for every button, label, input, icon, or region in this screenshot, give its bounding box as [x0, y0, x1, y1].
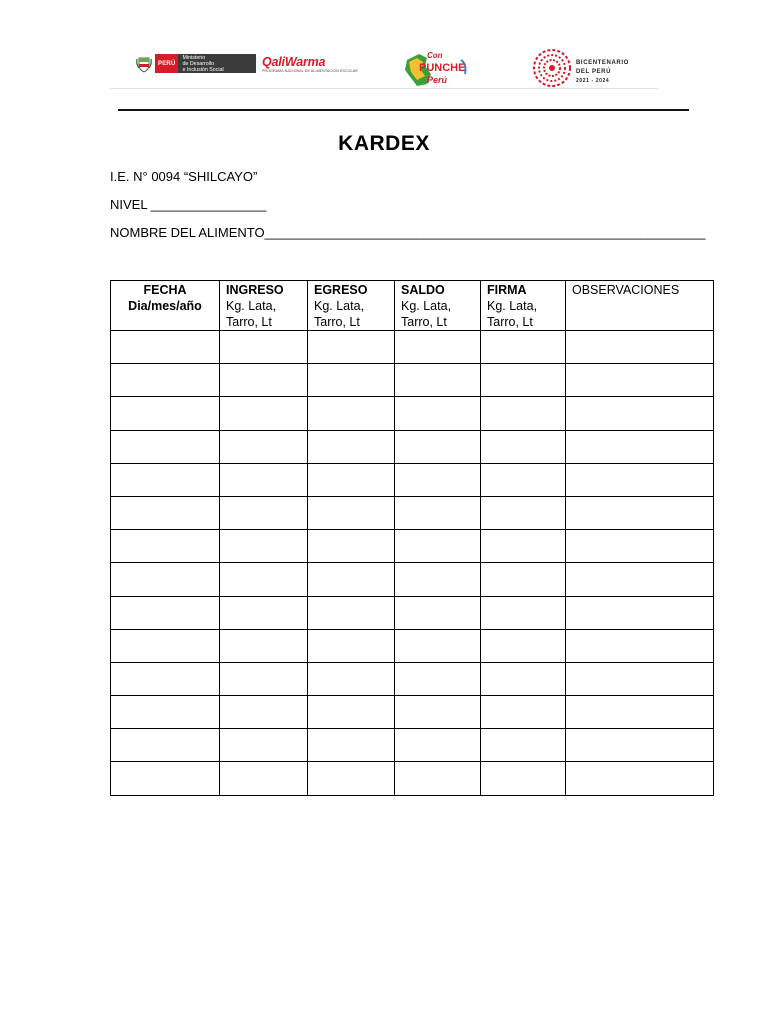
table-cell[interactable]	[395, 662, 481, 695]
column-title: FIRMA	[487, 283, 527, 297]
ministerio-name	[178, 54, 256, 73]
table-cell[interactable]	[220, 430, 308, 463]
table-cell[interactable]	[220, 530, 308, 563]
table-cell[interactable]	[481, 596, 566, 629]
column-header-saldo	[395, 281, 481, 331]
table-cell[interactable]	[308, 364, 395, 397]
table-cell[interactable]	[111, 596, 220, 629]
table-cell[interactable]	[111, 696, 220, 729]
header-logos	[110, 40, 658, 92]
table-cell[interactable]	[566, 496, 714, 529]
table-cell[interactable]	[566, 463, 714, 496]
table-cell[interactable]	[308, 596, 395, 629]
table-cell[interactable]	[481, 364, 566, 397]
table-cell[interactable]	[308, 463, 395, 496]
punche-line: PUNCHE	[419, 62, 466, 74]
qaliwarma-subtitle: PROGRAMA NACIONAL DE ALIMENTACIÓN ESCOLAR	[262, 69, 358, 73]
bicentenario-line: 2021 - 2024	[576, 78, 610, 84]
column-title: INGRESO	[226, 283, 284, 297]
column-header-fecha	[111, 281, 220, 331]
table-cell[interactable]	[566, 397, 714, 430]
table-cell[interactable]	[566, 596, 714, 629]
table-cell[interactable]	[566, 762, 714, 795]
table-cell[interactable]	[481, 430, 566, 463]
column-header-egreso	[308, 281, 395, 331]
table-row	[111, 596, 714, 629]
table-cell[interactable]	[481, 629, 566, 662]
table-cell[interactable]	[395, 397, 481, 430]
punche-line: Perú	[427, 75, 448, 85]
table-cell[interactable]	[111, 364, 220, 397]
table-cell[interactable]	[566, 331, 714, 364]
table-row	[111, 662, 714, 695]
header-divider	[110, 88, 658, 89]
column-subtitle: Kg. Lata, Tarro, Lt	[314, 299, 365, 329]
table-cell[interactable]	[111, 563, 220, 596]
nombre-alimento-field: NOMBRE DEL ALIMENTO_____________________________________________________________	[110, 225, 706, 240]
table-cell[interactable]	[566, 629, 714, 662]
peru-coat-of-arms-icon	[136, 55, 152, 73]
table-row	[111, 331, 714, 364]
table-cell[interactable]	[220, 629, 308, 662]
table-row	[111, 696, 714, 729]
table-cell[interactable]	[308, 629, 395, 662]
table-row	[111, 530, 714, 563]
table-cell[interactable]	[308, 762, 395, 795]
table-cell[interactable]	[566, 662, 714, 695]
table-cell[interactable]	[111, 496, 220, 529]
table-cell[interactable]	[220, 331, 308, 364]
column-header-firma	[481, 281, 566, 331]
punche-line: Con	[427, 51, 443, 60]
table-header-row	[111, 281, 714, 331]
table-cell[interactable]	[308, 530, 395, 563]
table-cell[interactable]	[111, 463, 220, 496]
table-cell[interactable]	[566, 530, 714, 563]
kardex-body	[111, 331, 714, 796]
column-title: EGRESO	[314, 283, 368, 297]
ministerio-logo	[136, 54, 256, 73]
table-row	[111, 463, 714, 496]
column-subtitle: Kg. Lata, Tarro, Lt	[226, 299, 277, 329]
table-cell[interactable]	[395, 629, 481, 662]
table-cell[interactable]	[220, 364, 308, 397]
table-cell[interactable]	[395, 563, 481, 596]
qaliwarma-logo	[262, 56, 358, 73]
nivel-field: NIVEL ________________	[110, 197, 267, 212]
table-cell[interactable]	[111, 629, 220, 662]
table-cell[interactable]	[220, 596, 308, 629]
table-cell[interactable]	[308, 331, 395, 364]
table-cell[interactable]	[220, 729, 308, 762]
table-cell[interactable]	[395, 496, 481, 529]
table-cell[interactable]	[481, 662, 566, 695]
table-cell[interactable]	[308, 397, 395, 430]
header-rule	[118, 109, 689, 111]
table-cell[interactable]	[220, 762, 308, 795]
bicentenario-line: DEL PERÚ	[576, 69, 612, 75]
table-cell[interactable]	[481, 496, 566, 529]
table-cell[interactable]	[308, 662, 395, 695]
page-title: KARDEX	[338, 132, 430, 155]
kardex-table	[110, 280, 714, 796]
table-cell[interactable]	[111, 430, 220, 463]
table-cell[interactable]	[566, 729, 714, 762]
table-row	[111, 729, 714, 762]
table-cell[interactable]	[481, 331, 566, 364]
table-cell[interactable]	[111, 331, 220, 364]
table-cell[interactable]	[111, 662, 220, 695]
table-row	[111, 563, 714, 596]
table-cell[interactable]	[308, 496, 395, 529]
table-cell[interactable]	[308, 430, 395, 463]
column-title: OBSERVACIONES	[572, 283, 680, 297]
con-punche-peru-logo	[397, 46, 473, 90]
table-cell[interactable]	[481, 530, 566, 563]
table-cell[interactable]	[111, 397, 220, 430]
column-title: FECHA	[143, 283, 187, 297]
table-cell[interactable]	[481, 762, 566, 795]
column-title: SALDO	[401, 283, 445, 297]
table-row	[111, 496, 714, 529]
qaliwarma-title: QaliWarma	[262, 55, 326, 69]
table-row	[111, 762, 714, 795]
table-cell[interactable]	[395, 331, 481, 364]
table-cell[interactable]	[481, 696, 566, 729]
table-row	[111, 397, 714, 430]
ministerio-line: e Inclusión Social	[182, 67, 224, 73]
table-cell[interactable]	[220, 463, 308, 496]
table-cell[interactable]	[395, 596, 481, 629]
table-cell[interactable]	[308, 696, 395, 729]
table-cell[interactable]	[395, 463, 481, 496]
table-cell[interactable]	[395, 696, 481, 729]
column-subtitle: Dia/mes/año	[128, 299, 202, 313]
bicentenario-logo	[530, 46, 640, 90]
bicentenario-burst-icon	[534, 50, 570, 86]
table-row	[111, 430, 714, 463]
table-cell[interactable]	[395, 364, 481, 397]
table-cell[interactable]	[220, 662, 308, 695]
table-row	[111, 364, 714, 397]
institution-field: I.E. N° 0094 “SHILCAYO”	[110, 169, 258, 184]
table-cell[interactable]	[395, 762, 481, 795]
table-cell[interactable]	[481, 397, 566, 430]
table-cell[interactable]	[220, 563, 308, 596]
peru-label: PERÚ	[155, 54, 178, 73]
table-cell[interactable]	[220, 397, 308, 430]
table-cell[interactable]	[111, 729, 220, 762]
table-cell[interactable]	[566, 430, 714, 463]
table-cell[interactable]	[481, 563, 566, 596]
table-cell[interactable]	[395, 430, 481, 463]
table-cell[interactable]	[481, 463, 566, 496]
table-row	[111, 629, 714, 662]
bicentenario-line: BICENTENARIO	[576, 60, 629, 66]
table-cell[interactable]	[308, 563, 395, 596]
ministerio-line: de Desarrollo	[182, 61, 214, 67]
column-subtitle: Kg. Lata, Tarro, Lt	[401, 299, 452, 329]
table-cell[interactable]	[111, 762, 220, 795]
table-cell[interactable]	[481, 729, 566, 762]
table-cell[interactable]	[566, 563, 714, 596]
table-cell[interactable]	[308, 729, 395, 762]
table-cell[interactable]	[395, 729, 481, 762]
table-cell[interactable]	[566, 696, 714, 729]
column-subtitle: Kg. Lata, Tarro, Lt	[487, 299, 538, 329]
table-cell[interactable]	[566, 364, 714, 397]
column-header-observaciones	[566, 281, 714, 331]
table-cell[interactable]	[220, 496, 308, 529]
table-cell[interactable]	[395, 530, 481, 563]
table-cell[interactable]	[111, 530, 220, 563]
table-cell[interactable]	[220, 696, 308, 729]
ministerio-line: Ministerio	[182, 55, 206, 61]
column-header-ingreso	[220, 281, 308, 331]
